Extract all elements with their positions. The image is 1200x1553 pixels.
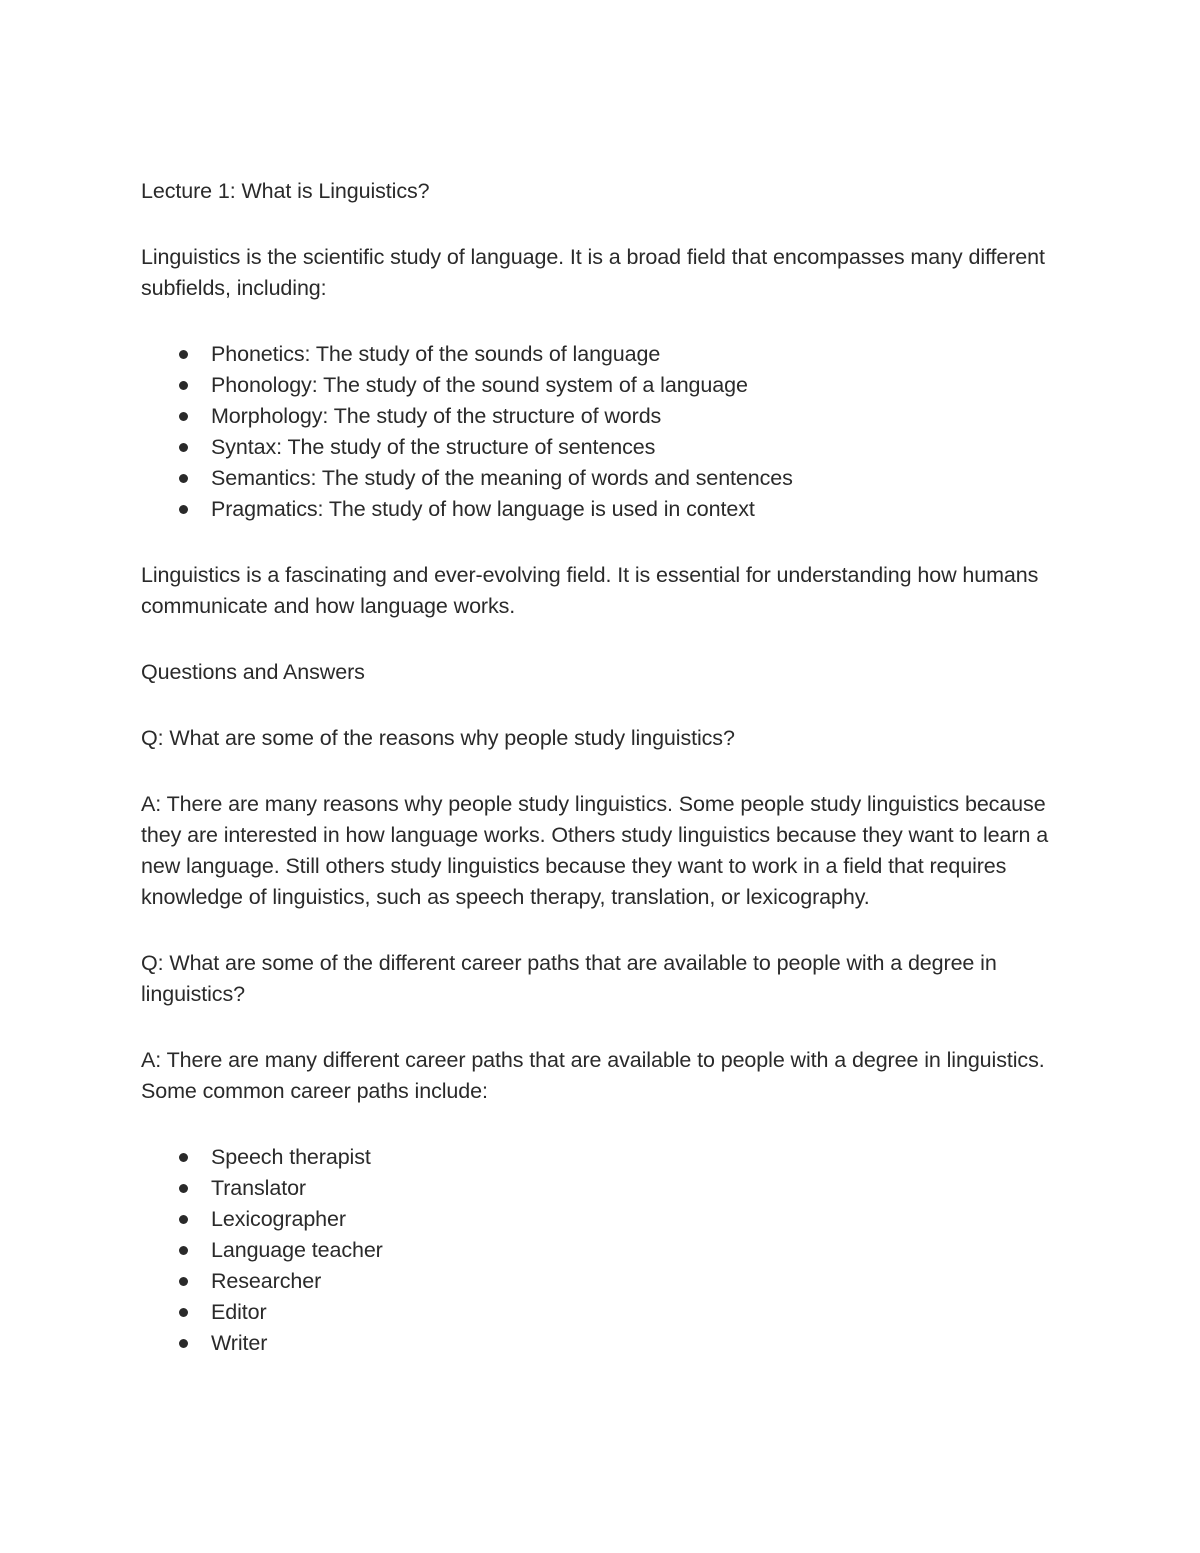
list-item-text: Translator	[211, 1176, 306, 1200]
document-page	[141, 176, 1061, 1394]
list-item	[141, 1266, 1061, 1297]
bullet-icon	[179, 1277, 188, 1286]
bullet-icon	[179, 1153, 188, 1162]
bullet-icon	[179, 505, 188, 514]
page-title: Lecture 1: What is Linguistics?	[141, 179, 430, 203]
list-item-text: Phonetics: The study of the sounds of language	[211, 342, 661, 366]
list-item	[141, 1297, 1061, 1328]
bullet-icon	[179, 350, 188, 359]
question-2: Q: What are some of the different career paths that are available to people with a degree in linguistics?	[141, 951, 997, 1006]
list-item-text: Pragmatics: The study of how language is used in context	[211, 497, 755, 521]
bullet-icon	[179, 1339, 188, 1348]
list-item	[141, 370, 1061, 401]
list-item-text: Morphology: The study of the structure of words	[211, 404, 662, 428]
list-item-text: Phonology: The study of the sound system of a language	[211, 373, 748, 397]
bullet-icon	[179, 1184, 188, 1193]
list-item	[141, 463, 1061, 494]
question-1: Q: What are some of the reasons why people study linguistics?	[141, 726, 735, 750]
bullet-icon	[179, 381, 188, 390]
list-item-text: Editor	[211, 1300, 267, 1324]
list-item-text: Lexicographer	[211, 1207, 346, 1231]
answer-1: A: There are many reasons why people study linguistics. Some people study linguistics because they are interested in how language works. Others study linguistics because they want to learn a new language. Still others study linguistics because they want to work in a field that requires knowledge of linguistics, such as speech therapy, translation, or lexicography.	[141, 792, 1049, 909]
list-item-text: Syntax: The study of the structure of sentences	[211, 435, 656, 459]
list-item-text: Researcher	[211, 1269, 322, 1293]
bullet-icon	[179, 474, 188, 483]
list-item	[141, 1142, 1061, 1173]
list-item-text: Language teacher	[211, 1238, 383, 1262]
list-item	[141, 1173, 1061, 1204]
list-item	[141, 339, 1061, 370]
bullet-icon	[179, 443, 188, 452]
bullet-icon	[179, 412, 188, 421]
list-item-text: Semantics: The study of the meaning of words and sentences	[211, 466, 793, 490]
careers-list	[141, 1142, 1061, 1359]
list-item	[141, 1204, 1061, 1235]
list-item	[141, 494, 1061, 525]
intro-paragraph: Linguistics is the scientific study of language. It is a broad field that encompasses many different subfields, including:	[141, 245, 1045, 300]
subfields-list	[141, 339, 1061, 525]
bullet-icon	[179, 1246, 188, 1255]
bullet-icon	[179, 1215, 188, 1224]
list-item	[141, 401, 1061, 432]
list-item-text: Speech therapist	[211, 1145, 371, 1169]
list-item	[141, 1235, 1061, 1266]
bullet-icon	[179, 1308, 188, 1317]
qa-heading: Questions and Answers	[141, 660, 365, 684]
list-item-text: Writer	[211, 1331, 268, 1355]
summary-paragraph: Linguistics is a fascinating and ever-evolving field. It is essential for understanding how humans communicate and how language works.	[141, 563, 1039, 618]
list-item	[141, 432, 1061, 463]
answer-2: A: There are many different career paths that are available to people with a degree in linguistics. Some common career paths include:	[141, 1048, 1045, 1103]
list-item	[141, 1328, 1061, 1359]
